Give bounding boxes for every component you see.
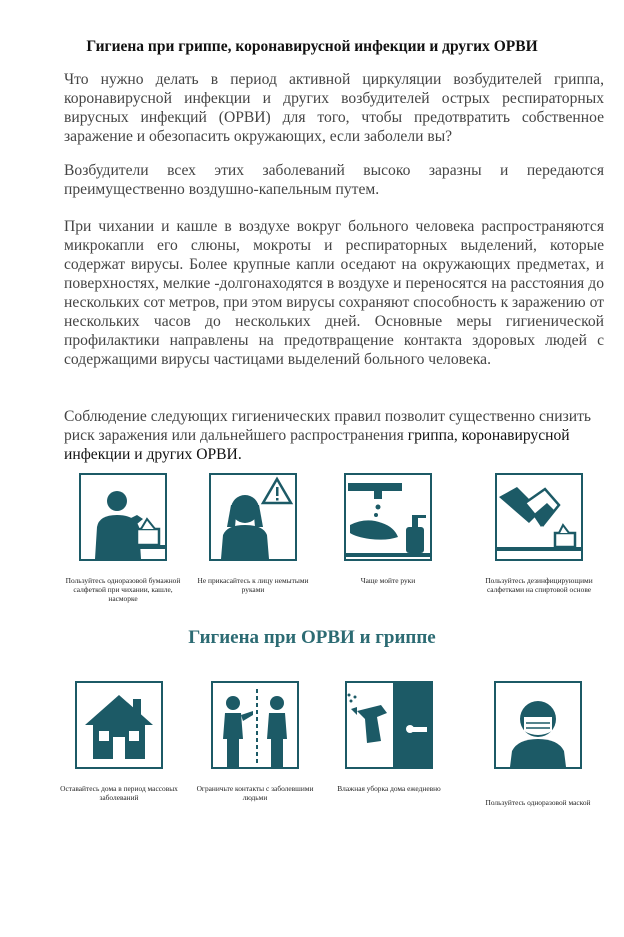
caption-wipes: Пользуйтесь дезинфицирующими салфетками на спиртовой основе — [485, 576, 593, 594]
disinfect-wipes-icon — [495, 473, 583, 561]
dont-touch-face-icon — [209, 473, 297, 561]
rules-text: Соблюдение следующих гигиенических правил позволит существенно снизить риск заражения или дальнейшего распространения — [64, 408, 592, 444]
page-title: Гигиена при гриппе, коронавирусной инфекции и других ОРВИ — [86, 38, 538, 55]
wash-hands-icon — [344, 473, 432, 561]
contagion-paragraph: Возбудители всех этих заболеваний высоко заразны и передаются преимущественно воздушно-капельным путем. — [64, 162, 604, 198]
tissue-sneeze-icon — [79, 473, 167, 561]
limit-contacts-icon — [211, 681, 299, 769]
caption-contacts: Ограничьте контакты с заболевшими людьми — [196, 784, 314, 802]
caption-face: Не прикасайтесь к лицу немытыми руками — [197, 576, 309, 594]
caption-tissue: Пользуйтесь одноразовой бумажной салфеткой при чихании, кашле, насморке — [65, 576, 181, 603]
wet-cleaning-icon — [345, 681, 433, 769]
caption-mask: Пользуйтесь одноразовой маской — [485, 798, 591, 807]
intro-paragraph: Что нужно делать в период активной циркуляции возбудителей гриппа, коронавирусной инфекции и других возбудителей острых респираторных вирусных инфекций (ОРВИ) для того, чтобы предотвратить собственное заражение и обезопасить окружающих, если заболели вы? — [64, 71, 604, 145]
rules-paragraph — [64, 407, 604, 464]
face-mask-icon — [494, 681, 582, 769]
caption-wash: Чаще мойте руки — [360, 576, 416, 585]
transmission-paragraph: При чихании и кашле в воздухе вокруг больного человека распространяются микрокапли его слюны, мокроты и респираторных выделений, которые содержат вирусы. Более крупные капли оседают на окружающих предметах, и поверхностях, мелкие -долгонаходятся в воздухе и переносятся на расстояния до нескольких сот метров, при этом вирусы сохраняют способность к заражению от нескольких часов до нескольких дней. Основные меры гигиенической профилактики направлены на предотвращение контакта здоровых людей с содержащими вирусы частицами выделений больного человека. — [64, 218, 604, 368]
stay-home-icon — [75, 681, 163, 769]
caption-cleaning: Влажная уборка дома ежедневно — [337, 784, 441, 793]
rules-highlight: гриппа, коронавирусной инфекции и других ОРВИ. — [64, 427, 570, 463]
section-title: Гигиена при ОРВИ и гриппе — [188, 627, 436, 648]
caption-home: Оставайтесь дома в период массовых заболеваний — [60, 784, 178, 802]
